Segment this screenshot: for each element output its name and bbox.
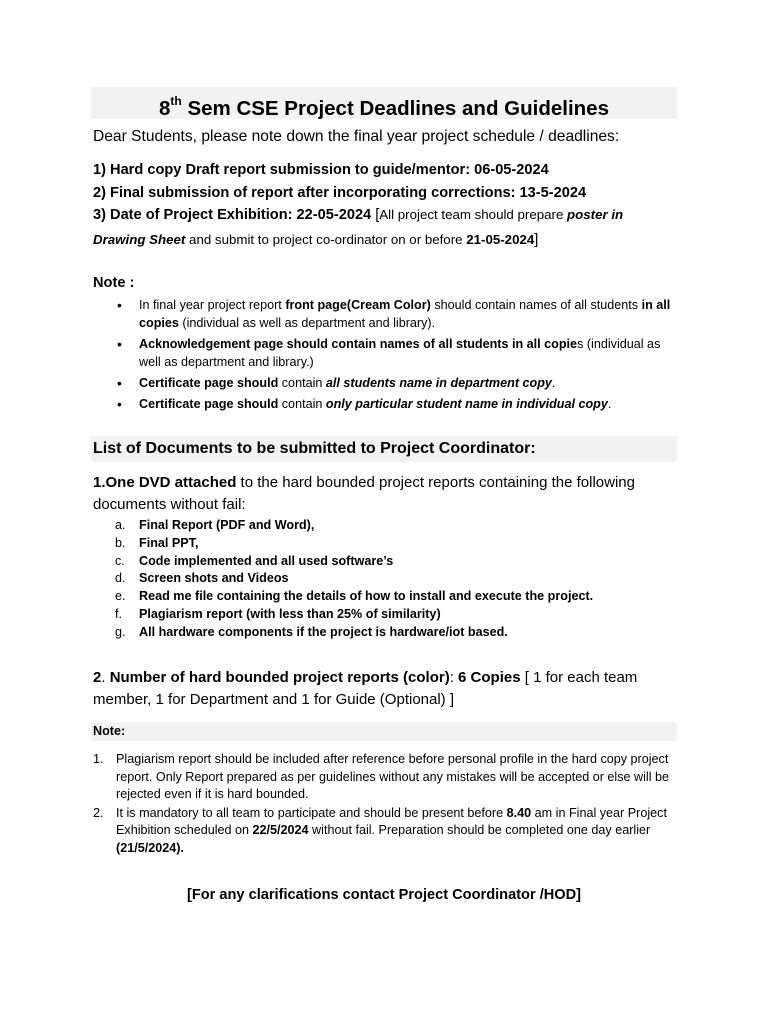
exhibition-note-submit: and submit to project co-ordinator on or before xyxy=(185,232,467,247)
deadline-2 xyxy=(93,185,586,201)
dvd-bold: 1.One DVD attached xyxy=(93,474,237,491)
copies-paragraph: 2. Number of hard bounded project reports (color): 6 Copies [ 1 for each team member, 1 for Department and 1 for Guide (Optional) ] xyxy=(93,669,638,708)
deadline-1-value: : 06-05-2024 xyxy=(465,162,549,178)
dvd-text: to the hard bounded project reports containing the following documents without fail: xyxy=(93,474,635,513)
copies-num: 2 xyxy=(93,669,102,686)
deadline-2-label: 2) Final submission of report after incorporating corrections xyxy=(93,185,511,201)
documents-heading: List of Documents to be submitted to Project Coordinator: xyxy=(91,436,677,462)
exhibition-bracket-open: [ xyxy=(371,207,380,223)
list-item: e. Read me file containing the details of how to install and execute the project. xyxy=(115,589,594,604)
list-item: b. Final PPT, xyxy=(115,535,199,550)
list-item: c. Code implemented and all used software’s xyxy=(115,553,394,568)
note2-heading: Note: xyxy=(91,722,677,741)
final-notes-list xyxy=(93,751,678,858)
title-text: Sem CSE Project Deadlines and Guidelines xyxy=(181,96,609,120)
copies-label: Number of hard bounded project reports (color) xyxy=(109,669,450,686)
deadline-1-label: 1) Hard copy Draft report submission to guide/mentor xyxy=(93,162,466,178)
exhibition-bracket-close: ] xyxy=(534,232,539,248)
list-item: d. Screen shots and Videos xyxy=(115,571,289,586)
intro-text: Dear Students, please note down the final year project schedule / deadlines: xyxy=(93,128,620,145)
copies-detail: [ 1 for each team member, 1 for Department and 1 for Guide (Optional) ] xyxy=(93,669,638,708)
note-item: • Certificate page should contain all students name in department copy. xyxy=(117,374,677,392)
exhibition-note-text: All project team should prepare xyxy=(379,207,568,222)
deadline-1 xyxy=(93,162,549,178)
note-item: • In final year project report front page(Cream Color) should contain names of all students in all copies (individual as well as department and library). xyxy=(117,296,677,332)
documents-list xyxy=(115,517,593,642)
note-item: • Acknowledgement page should contain names of all students in all copies (individual as well as department and library.) xyxy=(117,335,677,371)
deadline-3-value: : 22-05-2024 xyxy=(287,207,372,223)
note-item: • Certificate page should contain only particular student name in individual copy. xyxy=(117,395,677,413)
note-list xyxy=(117,296,677,416)
list-item: f. Plagiarism report (with less than 25% of similarity) xyxy=(115,606,441,621)
deadline-3-label: 3) Date of Project Exhibition xyxy=(93,207,288,223)
exhibition-note-poster: poster in xyxy=(567,207,624,222)
title-superscript: th xyxy=(170,94,182,108)
list-item: a. Final Report (PDF and Word), xyxy=(115,518,315,532)
list-item: 2. It is mandatory to all team to participate and should be present before 8.40 am in Final year Project Exhibition scheduled on 22/5/2024 without fail. Preparation should be completed one day earlier (21/5/2024). xyxy=(93,805,667,855)
deadline-3 xyxy=(93,207,623,223)
note-heading: Note : xyxy=(93,275,135,291)
exhibition-note-line-2 xyxy=(93,232,538,248)
copies-count: 6 Copies xyxy=(458,669,521,686)
list-item: 1. Plagiarism report should be included after reference before personal profile in the hard copy project report. Only Report prepared as per guidelines without any mistakes will be accepted or else will be rejected even if it is hard bounded. xyxy=(93,752,670,801)
list-item: g. All hardware components if the project is hardware/iot based. xyxy=(115,624,508,639)
exhibition-note-drawing-sheet: Drawing Sheet xyxy=(93,232,186,247)
page-title xyxy=(91,87,677,119)
dvd-paragraph xyxy=(93,472,683,516)
exhibition-note-date: 21-05-2024 xyxy=(466,232,535,247)
deadline-2-value: : 13-5-2024 xyxy=(510,185,587,201)
footer-contact: [For any clarifications contact Project Coordinator /HOD] xyxy=(186,887,582,903)
title-number: 8 xyxy=(159,96,171,120)
